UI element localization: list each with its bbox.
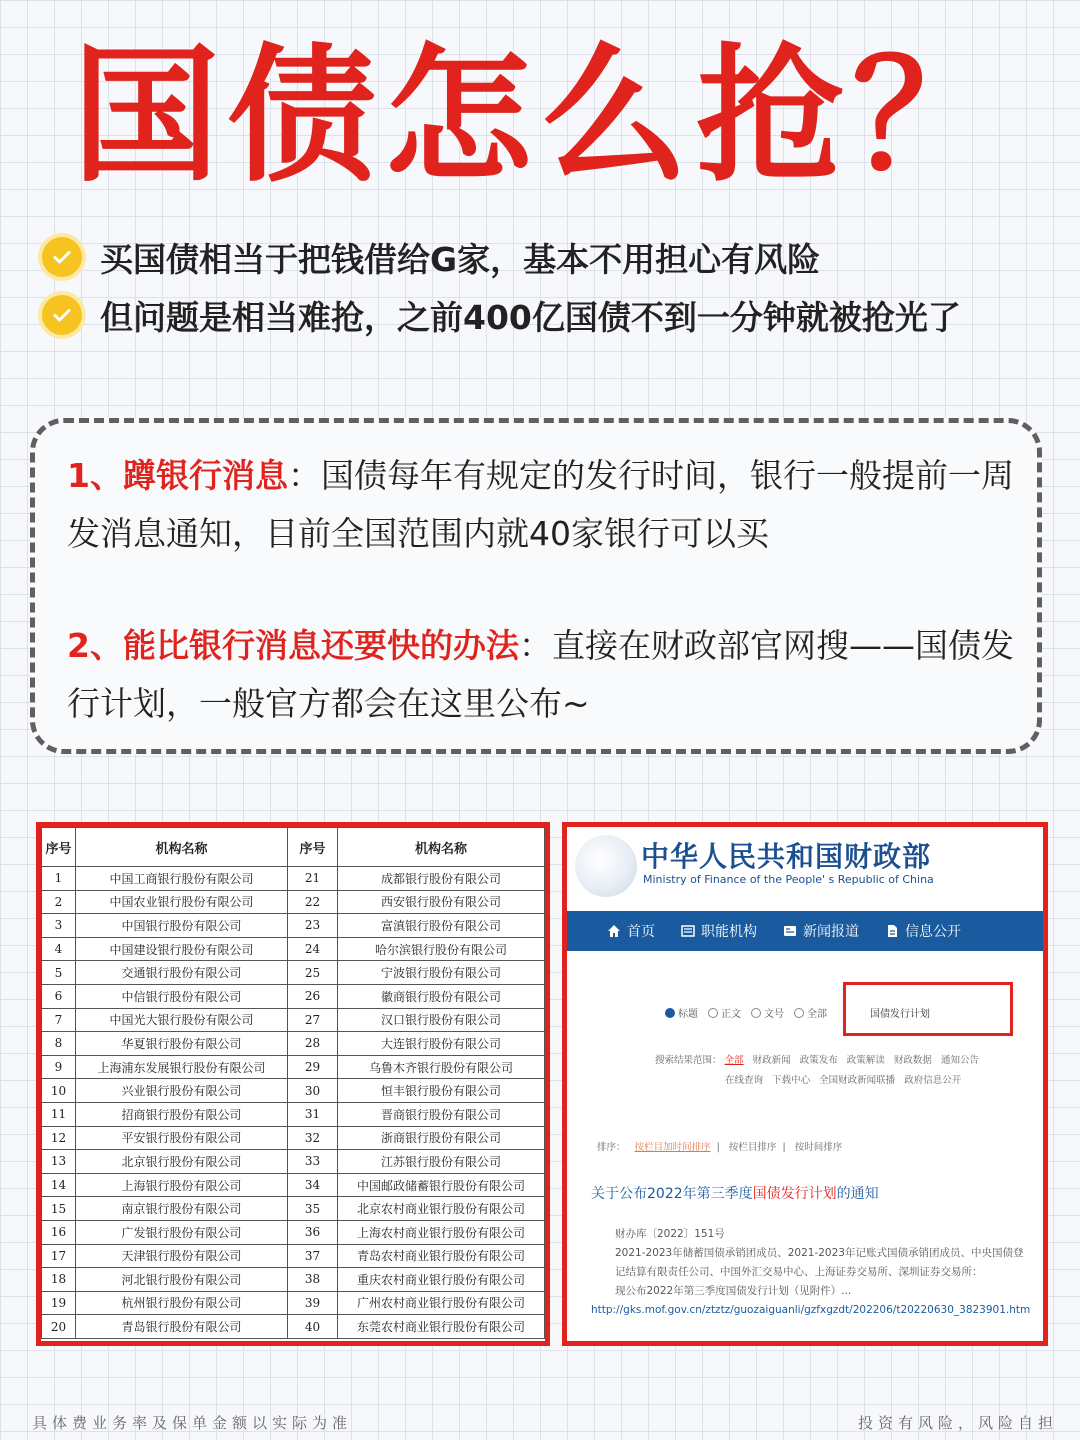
mof-header — [567, 827, 1043, 909]
table-row — [42, 1197, 545, 1221]
nav-label: 信息公开 — [905, 924, 961, 940]
bank-name: 中国银行股份有限公司 — [76, 914, 288, 938]
bank-name: 中国农业银行股份有限公司 — [76, 890, 288, 914]
row-index: 19 — [42, 1291, 76, 1315]
bank-name: 平安银行股份有限公司 — [76, 1126, 288, 1150]
bank-name: 交通银行股份有限公司 — [76, 961, 288, 985]
bank-name: 西安银行股份有限公司 — [338, 890, 545, 914]
result-title-highlight: 国债发行计划 — [752, 1186, 837, 1202]
row-index: 4 — [42, 937, 76, 961]
radio-label: 文号 — [764, 1009, 784, 1020]
bank-table — [41, 827, 545, 1339]
row-index: 34 — [288, 1173, 338, 1197]
bullet-item — [36, 286, 1066, 344]
bank-name: 晋商银行股份有限公司 — [338, 1102, 545, 1126]
sort-label: 排序： — [597, 1142, 626, 1153]
row-index: 2 — [42, 890, 76, 914]
nav-info[interactable] — [885, 921, 961, 941]
radio-docno[interactable] — [751, 1008, 761, 1018]
bank-name: 重庆农村商业银行股份有限公司 — [338, 1268, 545, 1292]
tip-heading: 2、能比银行消息还要快的办法 — [67, 626, 519, 665]
radio-label: 标题 — [678, 1009, 698, 1020]
row-index: 26 — [288, 984, 338, 1008]
sort-option[interactable]: 按时间排序 — [794, 1142, 843, 1153]
row-index: 3 — [42, 914, 76, 938]
search-result-body — [591, 1225, 1031, 1320]
nav-home[interactable] — [607, 921, 655, 941]
scope-item[interactable]: 全国财政新闻联播 — [819, 1075, 896, 1086]
table-row — [42, 890, 545, 914]
bank-name: 中国建设银行股份有限公司 — [76, 937, 288, 961]
result-line: 财办库〔2022〕151号 — [615, 1228, 725, 1240]
table-row — [42, 1079, 545, 1103]
table-row — [42, 1032, 545, 1056]
nav-label: 新闻报道 — [803, 924, 859, 940]
row-index: 8 — [42, 1032, 76, 1056]
search-value: 国债发行计划 — [870, 1009, 930, 1020]
search-input[interactable] — [843, 982, 1013, 1036]
bullet-item — [36, 228, 1066, 286]
bank-name: 富滇银行股份有限公司 — [338, 914, 545, 938]
bank-name: 河北银行股份有限公司 — [76, 1268, 288, 1292]
scope-item[interactable]: 下载中心 — [772, 1075, 811, 1086]
footer-disclaimer: 具体费业务率及保单金额以实际为准 — [32, 1414, 353, 1432]
sort-option[interactable]: 按栏目加时间排序 — [634, 1142, 711, 1153]
bank-name: 上海银行股份有限公司 — [76, 1173, 288, 1197]
bank-name: 招商银行股份有限公司 — [76, 1102, 288, 1126]
org-icon — [681, 924, 695, 938]
bank-name: 华夏银行股份有限公司 — [76, 1032, 288, 1056]
row-index: 35 — [288, 1197, 338, 1221]
page-title: 国债怎么抢？ — [72, 30, 1008, 202]
column-header: 序号 — [288, 828, 338, 867]
home-icon — [607, 924, 621, 938]
tip-text: ：国债每年有规定的发行时间，银行一般提前一周发消息通知，目前全国范围内就40家银行可以买 — [67, 456, 1014, 553]
bank-name: 中国邮政储蓄银行股份有限公司 — [338, 1173, 545, 1197]
nav-org[interactable] — [681, 921, 757, 941]
row-index: 11 — [42, 1102, 76, 1126]
row-index: 38 — [288, 1268, 338, 1292]
row-index: 40 — [288, 1315, 338, 1339]
bank-table-body — [42, 867, 545, 1339]
bank-name: 恒丰银行股份有限公司 — [338, 1079, 545, 1103]
sort-bar: 排序： 按栏目加时间排序 | 按栏目排序 | 按时间排序 — [597, 1142, 843, 1153]
row-index: 17 — [42, 1244, 76, 1268]
scope-item[interactable]: 通知公告 — [940, 1055, 979, 1066]
bank-name: 成都银行股份有限公司 — [338, 867, 545, 891]
row-index: 7 — [42, 1008, 76, 1032]
bullet-text: 但问题是相当难抢，之前400亿国债不到一分钟就被抢光了 — [100, 297, 961, 337]
row-index: 32 — [288, 1126, 338, 1150]
nav-label: 首页 — [627, 924, 655, 940]
row-index: 5 — [42, 961, 76, 985]
row-index: 23 — [288, 914, 338, 938]
column-header: 机构名称 — [338, 828, 545, 867]
scope-item[interactable]: 政策发布 — [799, 1055, 838, 1066]
table-row — [42, 1268, 545, 1292]
mof-nav-bar — [567, 911, 1043, 951]
mof-emblem-icon — [575, 835, 637, 897]
result-title-text: 关于公布2022年第三季度 — [591, 1186, 753, 1202]
nav-label: 职能机构 — [701, 924, 757, 940]
bank-name: 江苏银行股份有限公司 — [338, 1150, 545, 1174]
row-index: 28 — [288, 1032, 338, 1056]
table-row — [42, 1102, 545, 1126]
row-index: 22 — [288, 890, 338, 914]
search-options — [655, 1005, 827, 1020]
sort-option[interactable]: 按栏目排序 — [728, 1142, 777, 1153]
row-index: 9 — [42, 1055, 76, 1079]
check-icon — [42, 237, 82, 277]
tip-heading: 1、蹲银行消息 — [67, 456, 288, 495]
table-row — [42, 1220, 545, 1244]
row-index: 16 — [42, 1220, 76, 1244]
column-header: 机构名称 — [76, 828, 288, 867]
radio-all[interactable] — [794, 1008, 804, 1018]
row-index: 27 — [288, 1008, 338, 1032]
search-result-title[interactable] — [591, 1183, 879, 1203]
bank-name: 乌鲁木齐银行股份有限公司 — [338, 1055, 545, 1079]
mof-name-cn: 中华人民共和国财政部 — [641, 840, 932, 873]
footer-risk-note: 投资有风险，风险自担 — [857, 1414, 1058, 1432]
bank-name: 北京银行股份有限公司 — [76, 1150, 288, 1174]
bank-name: 大连银行股份有限公司 — [338, 1032, 545, 1056]
bullet-text: 买国债相当于把钱借给G家，基本不用担心有风险 — [100, 239, 821, 279]
table-row — [42, 867, 545, 891]
table-row — [42, 1315, 545, 1339]
row-index: 30 — [288, 1079, 338, 1103]
result-line: 2021-2023年储蓄国债承销团成员、2021-2023年记账式国债承销团成员、中央国债登记结算有限责任公司、中国外汇交易中心、上海证券交易所、深圳证券交易所： — [615, 1247, 1024, 1278]
bank-name: 哈尔滨银行股份有限公司 — [338, 937, 545, 961]
row-index: 33 — [288, 1150, 338, 1174]
scope-item[interactable]: 在线查询 — [725, 1075, 764, 1086]
bank-name: 青岛银行股份有限公司 — [76, 1315, 288, 1339]
row-index: 29 — [288, 1055, 338, 1079]
tip-2 — [67, 617, 1027, 733]
bank-name: 天津银行股份有限公司 — [76, 1244, 288, 1268]
bank-name: 广州农村商业银行股份有限公司 — [338, 1291, 545, 1315]
scope-item[interactable]: 政策解读 — [846, 1055, 885, 1066]
column-header: 序号 — [42, 828, 76, 867]
row-index: 37 — [288, 1244, 338, 1268]
bank-name: 中信银行股份有限公司 — [76, 984, 288, 1008]
check-icon — [42, 295, 82, 335]
bank-name: 中国光大银行股份有限公司 — [76, 1008, 288, 1032]
row-index: 24 — [288, 937, 338, 961]
mof-screenshot-panel — [562, 822, 1048, 1346]
radio-title[interactable] — [665, 1008, 675, 1018]
row-index: 18 — [42, 1268, 76, 1292]
tip-1 — [67, 447, 1027, 563]
result-url[interactable]: http://gks.mof.gov.cn/ztztz/guozaiguanli/gzfxgzdt/202206/t20220630_3823901.htm — [591, 1304, 1031, 1316]
nav-news[interactable] — [783, 921, 859, 941]
scope-item[interactable]: 财政数据 — [893, 1055, 932, 1066]
row-index: 13 — [42, 1150, 76, 1174]
table-row — [42, 1291, 545, 1315]
bank-name: 兴业银行股份有限公司 — [76, 1079, 288, 1103]
row-index: 20 — [42, 1315, 76, 1339]
row-index: 39 — [288, 1291, 338, 1315]
bank-name: 北京农村商业银行股份有限公司 — [338, 1197, 545, 1221]
bank-name: 青岛农村商业银行股份有限公司 — [338, 1244, 545, 1268]
tip-text: ：直接在财政部官网搜——国债发行计划，一般官方都会在这里公布~ — [67, 626, 1014, 723]
bank-name: 中国工商银行股份有限公司 — [76, 867, 288, 891]
scope-label: 搜索结果范围： — [655, 1055, 722, 1066]
scope-item[interactable]: 政府信息公开 — [904, 1075, 962, 1086]
row-index: 10 — [42, 1079, 76, 1103]
table-row — [42, 1008, 545, 1032]
mof-name-en: Ministry of Finance of the People' s Republic of China — [643, 873, 934, 886]
bank-name: 宁波银行股份有限公司 — [338, 961, 545, 985]
bank-name: 杭州银行股份有限公司 — [76, 1291, 288, 1315]
scope-item[interactable]: 全部 — [724, 1055, 744, 1066]
table-row — [42, 1173, 545, 1197]
radio-label: 全部 — [807, 1009, 827, 1020]
result-title-text: 的通知 — [836, 1186, 879, 1202]
row-index: 25 — [288, 961, 338, 985]
result-line: 现公布2022年第三季度国债发行计划（见附件）... — [615, 1285, 852, 1297]
radio-body[interactable] — [708, 1008, 718, 1018]
table-row — [42, 914, 545, 938]
bank-name: 东莞农村商业银行股份有限公司 — [338, 1315, 545, 1339]
row-index: 14 — [42, 1173, 76, 1197]
table-row — [42, 1150, 545, 1174]
row-index: 12 — [42, 1126, 76, 1150]
table-row — [42, 961, 545, 985]
search-scope — [655, 1051, 1045, 1091]
bank-name: 南京银行股份有限公司 — [76, 1197, 288, 1221]
table-row — [42, 1126, 545, 1150]
bank-name: 广发银行股份有限公司 — [76, 1220, 288, 1244]
scope-item[interactable]: 财政新闻 — [752, 1055, 791, 1066]
bullet-list — [36, 228, 1066, 344]
row-index: 6 — [42, 984, 76, 1008]
table-row — [42, 984, 545, 1008]
tips-box — [30, 418, 1042, 754]
row-index: 15 — [42, 1197, 76, 1221]
table-row — [42, 1244, 545, 1268]
news-icon — [783, 924, 797, 938]
row-index: 36 — [288, 1220, 338, 1244]
bank-name: 徽商银行股份有限公司 — [338, 984, 545, 1008]
bank-list-panel — [36, 822, 550, 1346]
bank-name: 上海浦东发展银行股份有限公司 — [76, 1055, 288, 1079]
bank-name: 浙商银行股份有限公司 — [338, 1126, 545, 1150]
row-index: 21 — [288, 867, 338, 891]
radio-label: 正文 — [721, 1009, 741, 1020]
bank-name: 汉口银行股份有限公司 — [338, 1008, 545, 1032]
table-row — [42, 1055, 545, 1079]
bank-name: 上海农村商业银行股份有限公司 — [338, 1220, 545, 1244]
table-row — [42, 937, 545, 961]
row-index: 1 — [42, 867, 76, 891]
row-index: 31 — [288, 1102, 338, 1126]
table-header-row — [42, 828, 545, 867]
document-icon — [885, 924, 899, 938]
